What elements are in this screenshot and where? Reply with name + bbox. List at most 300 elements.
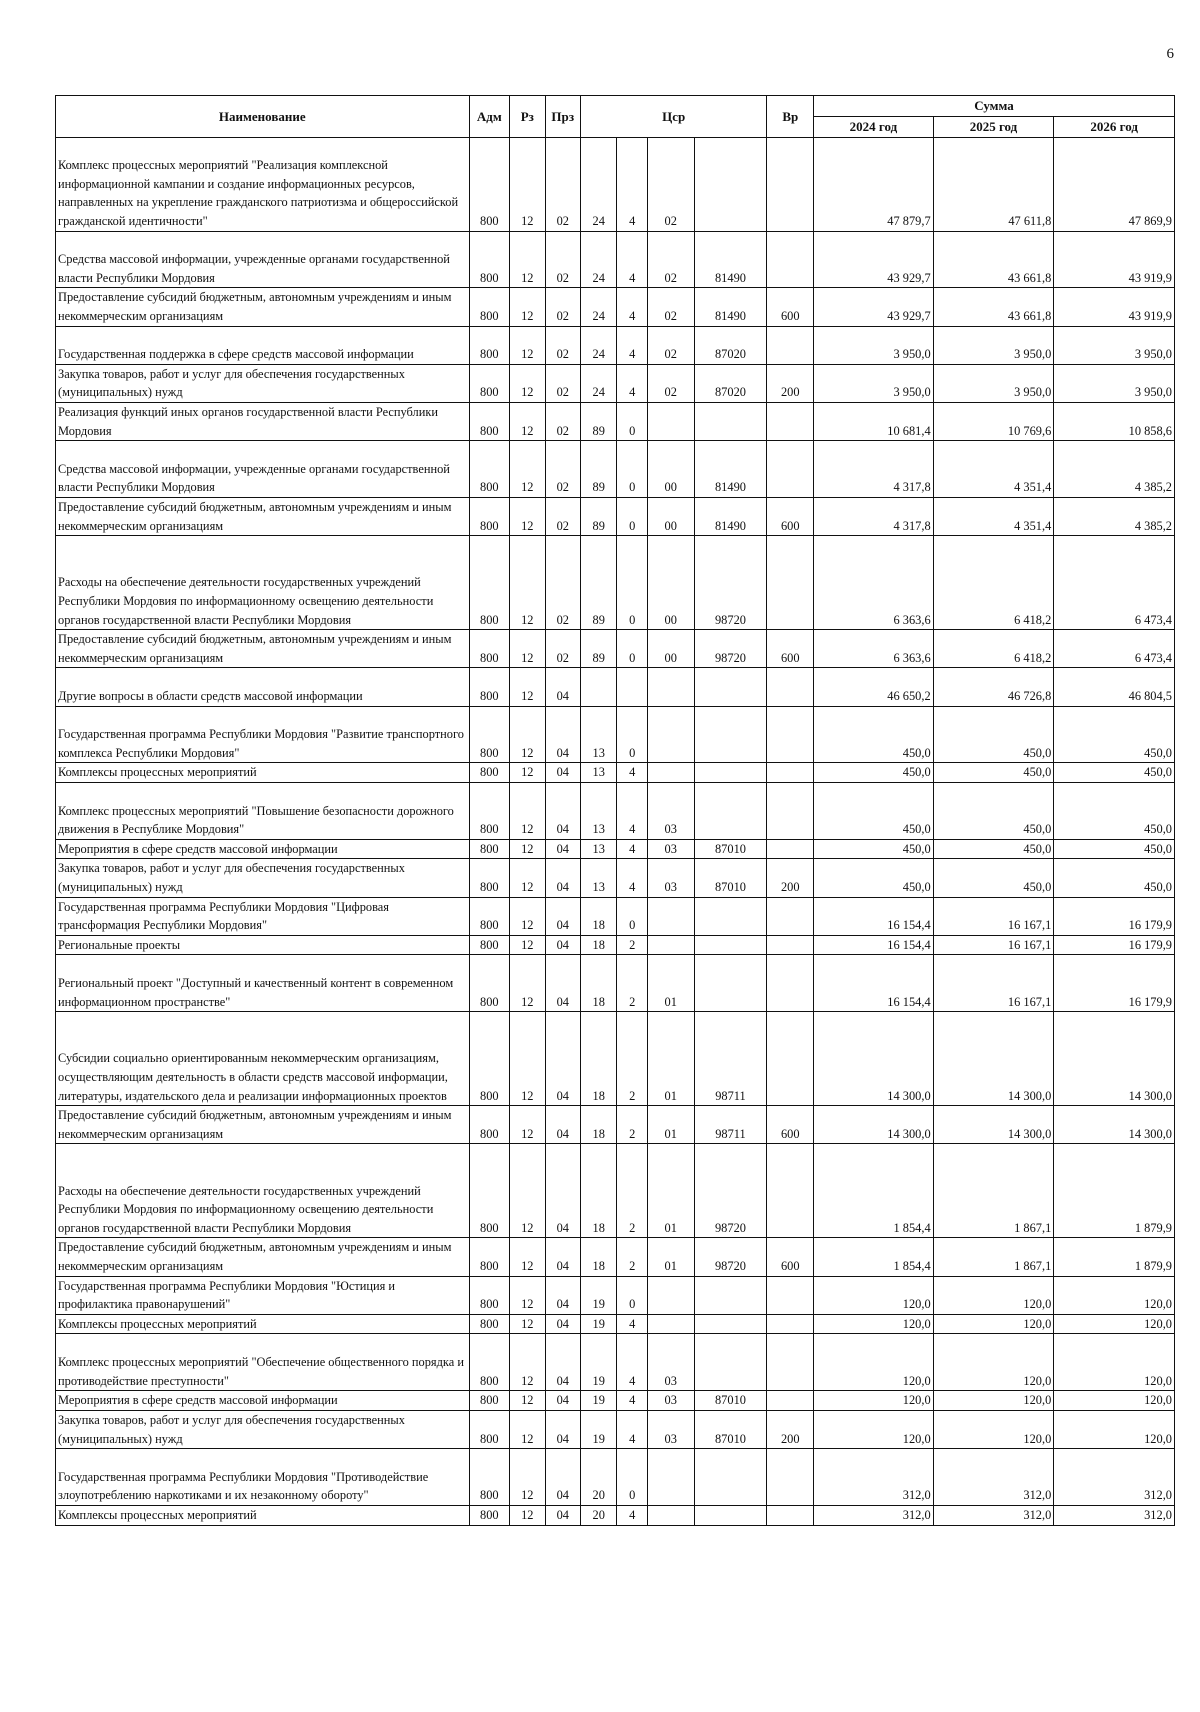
adm-cell: 800 xyxy=(469,668,510,706)
csr-element-cell: 01 xyxy=(647,955,694,1012)
sum-2024-cell: 312,0 xyxy=(814,1505,934,1525)
csr-program-cell: 18 xyxy=(581,897,617,935)
adm-cell: 800 xyxy=(469,1238,510,1276)
adm-cell: 800 xyxy=(469,1314,510,1334)
sum-2024-cell: 450,0 xyxy=(814,763,934,783)
sum-2026-cell: 1 879,9 xyxy=(1054,1144,1175,1238)
sum-2024-cell: 6 363,6 xyxy=(814,630,934,668)
prz-cell: 02 xyxy=(545,497,580,535)
sum-2026-cell: 120,0 xyxy=(1054,1314,1175,1334)
csr-program-cell: 18 xyxy=(581,955,617,1012)
csr-direction-cell xyxy=(694,897,767,935)
prz-cell: 04 xyxy=(545,782,580,839)
csr-direction-cell xyxy=(694,1314,767,1334)
prz-cell: 02 xyxy=(545,364,580,402)
table-row xyxy=(56,402,1175,440)
adm-cell: 800 xyxy=(469,1391,510,1411)
csr-direction-cell xyxy=(694,668,767,706)
rz-cell: 12 xyxy=(510,288,545,326)
vr-cell xyxy=(767,1505,814,1525)
csr-direction-cell: 81490 xyxy=(694,497,767,535)
csr-program-cell: 24 xyxy=(581,288,617,326)
sum-2026-cell: 450,0 xyxy=(1054,782,1175,839)
sum-2024-cell: 4 317,8 xyxy=(814,497,934,535)
csr-direction-cell: 98720 xyxy=(694,536,767,630)
adm-cell: 800 xyxy=(469,536,510,630)
csr-direction-cell xyxy=(694,402,767,440)
csr-element-cell xyxy=(647,1276,694,1314)
prz-cell: 02 xyxy=(545,288,580,326)
csr-direction-cell xyxy=(694,763,767,783)
vr-cell: 600 xyxy=(767,1106,814,1144)
table-row xyxy=(56,1144,1175,1238)
rz-cell: 12 xyxy=(510,1334,545,1391)
csr-element-cell: 00 xyxy=(647,497,694,535)
csr-program-cell: 20 xyxy=(581,1505,617,1525)
csr-element-cell xyxy=(647,897,694,935)
rz-cell: 12 xyxy=(510,326,545,364)
table-row xyxy=(56,839,1175,859)
vr-cell xyxy=(767,137,814,231)
csr-direction-cell xyxy=(694,1449,767,1506)
sum-2026-cell: 16 179,9 xyxy=(1054,955,1175,1012)
sum-2025-cell: 120,0 xyxy=(933,1391,1054,1411)
sum-2025-cell: 450,0 xyxy=(933,839,1054,859)
adm-cell: 800 xyxy=(469,782,510,839)
csr-program-cell: 13 xyxy=(581,859,617,897)
sum-2026-cell: 1 879,9 xyxy=(1054,1238,1175,1276)
prz-cell: 04 xyxy=(545,935,580,955)
csr-program-cell: 89 xyxy=(581,630,617,668)
rz-cell: 12 xyxy=(510,536,545,630)
csr-type-cell: 4 xyxy=(617,839,647,859)
csr-direction-cell xyxy=(694,1334,767,1391)
vr-cell: 200 xyxy=(767,859,814,897)
csr-program-cell: 13 xyxy=(581,839,617,859)
vr-cell xyxy=(767,706,814,763)
csr-direction-cell: 98711 xyxy=(694,1012,767,1106)
csr-element-cell: 00 xyxy=(647,536,694,630)
csr-program-cell: 24 xyxy=(581,137,617,231)
sum-2026-cell: 4 385,2 xyxy=(1054,497,1175,535)
sum-2026-cell: 6 473,4 xyxy=(1054,630,1175,668)
table-row xyxy=(56,1276,1175,1314)
prz-cell: 02 xyxy=(545,137,580,231)
csr-type-cell: 4 xyxy=(617,1505,647,1525)
csr-type-cell xyxy=(617,668,647,706)
sum-2026-cell: 16 179,9 xyxy=(1054,935,1175,955)
table-row xyxy=(56,1238,1175,1276)
rz-cell: 12 xyxy=(510,402,545,440)
adm-cell: 800 xyxy=(469,1106,510,1144)
sum-2026-cell: 4 385,2 xyxy=(1054,441,1175,498)
csr-type-cell: 4 xyxy=(617,137,647,231)
row-name-cell: Комплексы процессных мероприятий xyxy=(56,763,470,783)
table-row xyxy=(56,441,1175,498)
rz-cell: 12 xyxy=(510,1144,545,1238)
prz-cell: 02 xyxy=(545,630,580,668)
sum-2025-cell: 1 867,1 xyxy=(933,1238,1054,1276)
vr-cell xyxy=(767,782,814,839)
vr-cell xyxy=(767,1391,814,1411)
csr-program-cell: 24 xyxy=(581,231,617,288)
adm-cell: 800 xyxy=(469,897,510,935)
sum-2025-cell: 46 726,8 xyxy=(933,668,1054,706)
csr-program-cell: 13 xyxy=(581,706,617,763)
sum-2026-cell: 450,0 xyxy=(1054,763,1175,783)
vr-cell xyxy=(767,668,814,706)
sum-2024-cell: 312,0 xyxy=(814,1449,934,1506)
table-row xyxy=(56,1012,1175,1106)
sum-2024-cell: 3 950,0 xyxy=(814,326,934,364)
sum-2026-cell: 312,0 xyxy=(1054,1449,1175,1506)
csr-direction-cell: 87010 xyxy=(694,839,767,859)
table-row xyxy=(56,935,1175,955)
csr-element-cell: 02 xyxy=(647,326,694,364)
csr-direction-cell xyxy=(694,137,767,231)
adm-cell: 800 xyxy=(469,1505,510,1525)
table-row xyxy=(56,763,1175,783)
sum-2025-cell: 14 300,0 xyxy=(933,1012,1054,1106)
adm-cell: 800 xyxy=(469,364,510,402)
sum-2024-cell: 43 929,7 xyxy=(814,288,934,326)
prz-cell: 04 xyxy=(545,1144,580,1238)
rz-cell: 12 xyxy=(510,441,545,498)
table-row xyxy=(56,1106,1175,1144)
vr-cell xyxy=(767,1449,814,1506)
header-adm: Адм xyxy=(469,96,510,138)
table-row xyxy=(56,364,1175,402)
vr-cell xyxy=(767,326,814,364)
sum-2026-cell: 120,0 xyxy=(1054,1410,1175,1448)
table-row xyxy=(56,231,1175,288)
prz-cell: 04 xyxy=(545,1334,580,1391)
sum-2024-cell: 14 300,0 xyxy=(814,1012,934,1106)
adm-cell: 800 xyxy=(469,137,510,231)
prz-cell: 04 xyxy=(545,763,580,783)
csr-program-cell: 89 xyxy=(581,497,617,535)
csr-type-cell: 2 xyxy=(617,955,647,1012)
row-name-cell: Предоставление субсидий бюджетным, автономным учреждениям и иным некоммерческим организациям xyxy=(56,497,470,535)
rz-cell: 12 xyxy=(510,1449,545,1506)
table-row xyxy=(56,1391,1175,1411)
csr-element-cell xyxy=(647,706,694,763)
csr-type-cell: 2 xyxy=(617,935,647,955)
row-name-cell: Закупка товаров, работ и услуг для обеспечения государственных (муниципальных) нужд xyxy=(56,364,470,402)
csr-program-cell: 89 xyxy=(581,402,617,440)
sum-2024-cell: 450,0 xyxy=(814,839,934,859)
csr-element-cell: 02 xyxy=(647,364,694,402)
csr-direction-cell: 98720 xyxy=(694,1238,767,1276)
csr-program-cell: 18 xyxy=(581,1106,617,1144)
csr-element-cell xyxy=(647,1314,694,1334)
table-row xyxy=(56,1410,1175,1448)
row-name-cell: Субсидии социально ориентированным некоммерческим организациям, осуществляющим деятельность в области средств массовой информации, литературы, издательского дела и реализации информационных проектов xyxy=(56,1012,470,1106)
adm-cell: 800 xyxy=(469,859,510,897)
sum-2026-cell: 120,0 xyxy=(1054,1334,1175,1391)
table-row xyxy=(56,630,1175,668)
table-row xyxy=(56,326,1175,364)
sum-2026-cell: 450,0 xyxy=(1054,859,1175,897)
row-name-cell: Мероприятия в сфере средств массовой информации xyxy=(56,1391,470,1411)
csr-direction-cell: 81490 xyxy=(694,231,767,288)
rz-cell: 12 xyxy=(510,897,545,935)
row-name-cell: Закупка товаров, работ и услуг для обеспечения государственных (муниципальных) нужд xyxy=(56,1410,470,1448)
row-name-cell: Комплексы процессных мероприятий xyxy=(56,1505,470,1525)
sum-2025-cell: 3 950,0 xyxy=(933,364,1054,402)
rz-cell: 12 xyxy=(510,1505,545,1525)
table-header xyxy=(56,96,1175,138)
vr-cell xyxy=(767,402,814,440)
row-name-cell: Реализация функций иных органов государственной власти Республики Мордовия xyxy=(56,402,470,440)
row-name-cell: Закупка товаров, работ и услуг для обеспечения государственных (муниципальных) нужд xyxy=(56,859,470,897)
sum-2024-cell: 43 929,7 xyxy=(814,231,934,288)
csr-direction-cell: 87020 xyxy=(694,326,767,364)
rz-cell: 12 xyxy=(510,955,545,1012)
rz-cell: 12 xyxy=(510,630,545,668)
adm-cell: 800 xyxy=(469,630,510,668)
sum-2024-cell: 47 879,7 xyxy=(814,137,934,231)
csr-type-cell: 0 xyxy=(617,706,647,763)
sum-2024-cell: 1 854,4 xyxy=(814,1238,934,1276)
sum-2025-cell: 120,0 xyxy=(933,1410,1054,1448)
sum-2025-cell: 3 950,0 xyxy=(933,326,1054,364)
rz-cell: 12 xyxy=(510,935,545,955)
sum-2026-cell: 43 919,9 xyxy=(1054,231,1175,288)
table-row xyxy=(56,497,1175,535)
header-name: Наименование xyxy=(56,96,470,138)
csr-type-cell: 0 xyxy=(617,630,647,668)
sum-2025-cell: 120,0 xyxy=(933,1314,1054,1334)
sum-2024-cell: 120,0 xyxy=(814,1334,934,1391)
sum-2025-cell: 4 351,4 xyxy=(933,497,1054,535)
adm-cell: 800 xyxy=(469,1449,510,1506)
csr-direction-cell: 98720 xyxy=(694,1144,767,1238)
vr-cell xyxy=(767,441,814,498)
table-row xyxy=(56,1505,1175,1525)
csr-program-cell: 13 xyxy=(581,763,617,783)
adm-cell: 800 xyxy=(469,231,510,288)
csr-program-cell: 18 xyxy=(581,1238,617,1276)
csr-type-cell: 4 xyxy=(617,1314,647,1334)
csr-type-cell: 4 xyxy=(617,288,647,326)
sum-2024-cell: 16 154,4 xyxy=(814,955,934,1012)
rz-cell: 12 xyxy=(510,1276,545,1314)
rz-cell: 12 xyxy=(510,364,545,402)
row-name-cell: Комплекс процессных мероприятий "Повышение безопасности дорожного движения в Республике Мордовия" xyxy=(56,782,470,839)
csr-program-cell: 18 xyxy=(581,935,617,955)
sum-2025-cell: 4 351,4 xyxy=(933,441,1054,498)
row-name-cell: Государственная программа Республики Мордовия "Развитие транспортного комплекса Республики Мордовия" xyxy=(56,706,470,763)
csr-program-cell: 18 xyxy=(581,1144,617,1238)
prz-cell: 02 xyxy=(545,402,580,440)
rz-cell: 12 xyxy=(510,782,545,839)
table-row xyxy=(56,1334,1175,1391)
rz-cell: 12 xyxy=(510,1391,545,1411)
table-row xyxy=(56,1314,1175,1334)
csr-type-cell: 0 xyxy=(617,497,647,535)
rz-cell: 12 xyxy=(510,137,545,231)
prz-cell: 04 xyxy=(545,955,580,1012)
vr-cell: 200 xyxy=(767,364,814,402)
csr-type-cell: 0 xyxy=(617,441,647,498)
sum-2026-cell: 6 473,4 xyxy=(1054,536,1175,630)
sum-2024-cell: 16 154,4 xyxy=(814,935,934,955)
rz-cell: 12 xyxy=(510,1238,545,1276)
sum-2024-cell: 120,0 xyxy=(814,1314,934,1334)
adm-cell: 800 xyxy=(469,497,510,535)
sum-2025-cell: 43 661,8 xyxy=(933,231,1054,288)
rz-cell: 12 xyxy=(510,497,545,535)
adm-cell: 800 xyxy=(469,1276,510,1314)
sum-2026-cell: 47 869,9 xyxy=(1054,137,1175,231)
row-name-cell: Региональный проект "Доступный и качественный контент в современном информационном пространстве" xyxy=(56,955,470,1012)
sum-2025-cell: 16 167,1 xyxy=(933,955,1054,1012)
csr-element-cell xyxy=(647,668,694,706)
csr-element-cell: 03 xyxy=(647,859,694,897)
csr-direction-cell: 87010 xyxy=(694,1410,767,1448)
row-name-cell: Комплекс процессных мероприятий "Реализация комплексной информационной кампании и создание информационных ресурсов, направленных на укрепление гражданского патриотизма и общероссийской гражданской идентичности" xyxy=(56,137,470,231)
vr-cell xyxy=(767,1144,814,1238)
table-row xyxy=(56,288,1175,326)
csr-element-cell: 02 xyxy=(647,137,694,231)
prz-cell: 04 xyxy=(545,1106,580,1144)
prz-cell: 04 xyxy=(545,1314,580,1334)
adm-cell: 800 xyxy=(469,1012,510,1106)
sum-2024-cell: 3 950,0 xyxy=(814,364,934,402)
csr-direction-cell: 87010 xyxy=(694,859,767,897)
page-number: 6 xyxy=(1166,46,1174,62)
csr-type-cell: 4 xyxy=(617,231,647,288)
sum-2026-cell: 3 950,0 xyxy=(1054,326,1175,364)
sum-2025-cell: 16 167,1 xyxy=(933,935,1054,955)
csr-program-cell: 19 xyxy=(581,1334,617,1391)
adm-cell: 800 xyxy=(469,839,510,859)
csr-type-cell: 2 xyxy=(617,1106,647,1144)
vr-cell xyxy=(767,935,814,955)
csr-type-cell: 2 xyxy=(617,1238,647,1276)
sum-2025-cell: 450,0 xyxy=(933,763,1054,783)
table-row xyxy=(56,706,1175,763)
rz-cell: 12 xyxy=(510,839,545,859)
prz-cell: 04 xyxy=(545,839,580,859)
csr-element-cell xyxy=(647,935,694,955)
csr-element-cell xyxy=(647,763,694,783)
row-name-cell: Государственная поддержка в сфере средств массовой информации xyxy=(56,326,470,364)
csr-program-cell: 18 xyxy=(581,1012,617,1106)
row-name-cell: Государственная программа Республики Мордовия "Цифровая трансформация Республики Мордовия" xyxy=(56,897,470,935)
header-year-2026: 2026 год xyxy=(1054,116,1175,137)
sum-2025-cell: 120,0 xyxy=(933,1334,1054,1391)
table-row xyxy=(56,859,1175,897)
csr-element-cell: 03 xyxy=(647,1334,694,1391)
sum-2026-cell: 450,0 xyxy=(1054,706,1175,763)
rz-cell: 12 xyxy=(510,1012,545,1106)
sum-2026-cell: 43 919,9 xyxy=(1054,288,1175,326)
sum-2025-cell: 14 300,0 xyxy=(933,1106,1054,1144)
prz-cell: 04 xyxy=(545,897,580,935)
csr-type-cell: 0 xyxy=(617,1276,647,1314)
prz-cell: 02 xyxy=(545,441,580,498)
vr-cell xyxy=(767,839,814,859)
adm-cell: 800 xyxy=(469,706,510,763)
row-name-cell: Комплекс процессных мероприятий "Обеспечение общественного порядка и противодействие преступности" xyxy=(56,1334,470,1391)
sum-2026-cell: 3 950,0 xyxy=(1054,364,1175,402)
csr-direction-cell xyxy=(694,935,767,955)
header-rz: Рз xyxy=(510,96,545,138)
csr-direction-cell: 81490 xyxy=(694,441,767,498)
table-row xyxy=(56,668,1175,706)
row-name-cell: Государственная программа Республики Мордовия "Юстиция и профилактика правонарушений" xyxy=(56,1276,470,1314)
row-name-cell: Средства массовой информации, учрежденные органами государственной власти Республики Мордовия xyxy=(56,231,470,288)
csr-element-cell: 01 xyxy=(647,1144,694,1238)
sum-2025-cell: 450,0 xyxy=(933,706,1054,763)
row-name-cell: Предоставление субсидий бюджетным, автономным учреждениям и иным некоммерческим организациям xyxy=(56,1238,470,1276)
csr-element-cell: 00 xyxy=(647,441,694,498)
csr-direction-cell: 87010 xyxy=(694,1391,767,1411)
prz-cell: 04 xyxy=(545,1391,580,1411)
sum-2026-cell: 120,0 xyxy=(1054,1276,1175,1314)
sum-2025-cell: 312,0 xyxy=(933,1449,1054,1506)
sum-2026-cell: 16 179,9 xyxy=(1054,897,1175,935)
sum-2024-cell: 16 154,4 xyxy=(814,897,934,935)
sum-2024-cell: 120,0 xyxy=(814,1410,934,1448)
csr-direction-cell: 81490 xyxy=(694,288,767,326)
sum-2024-cell: 10 681,4 xyxy=(814,402,934,440)
sum-2024-cell: 6 363,6 xyxy=(814,536,934,630)
sum-2025-cell: 450,0 xyxy=(933,859,1054,897)
csr-program-cell: 89 xyxy=(581,441,617,498)
vr-cell: 600 xyxy=(767,630,814,668)
rz-cell: 12 xyxy=(510,1106,545,1144)
rz-cell: 12 xyxy=(510,706,545,763)
row-name-cell: Государственная программа Республики Мордовия "Противодействие злоупотреблению наркотиками и их незаконному обороту" xyxy=(56,1449,470,1506)
vr-cell xyxy=(767,231,814,288)
csr-type-cell: 4 xyxy=(617,364,647,402)
adm-cell: 800 xyxy=(469,326,510,364)
row-name-cell: Средства массовой информации, учрежденные органами государственной власти Республики Мордовия xyxy=(56,441,470,498)
csr-program-cell xyxy=(581,668,617,706)
csr-direction-cell: 98711 xyxy=(694,1106,767,1144)
sum-2026-cell: 14 300,0 xyxy=(1054,1106,1175,1144)
sum-2024-cell: 450,0 xyxy=(814,859,934,897)
csr-direction-cell xyxy=(694,1505,767,1525)
table-body xyxy=(56,137,1175,1525)
table-row xyxy=(56,955,1175,1012)
csr-direction-cell: 98720 xyxy=(694,630,767,668)
row-name-cell: Предоставление субсидий бюджетным, автономным учреждениям и иным некоммерческим организациям xyxy=(56,1106,470,1144)
sum-2025-cell: 10 769,6 xyxy=(933,402,1054,440)
sum-2024-cell: 1 854,4 xyxy=(814,1144,934,1238)
csr-program-cell: 19 xyxy=(581,1391,617,1411)
prz-cell: 04 xyxy=(545,859,580,897)
csr-element-cell: 01 xyxy=(647,1012,694,1106)
csr-direction-cell xyxy=(694,706,767,763)
csr-type-cell: 2 xyxy=(617,1012,647,1106)
rz-cell: 12 xyxy=(510,1314,545,1334)
sum-2025-cell: 312,0 xyxy=(933,1505,1054,1525)
csr-direction-cell xyxy=(694,955,767,1012)
sum-2025-cell: 1 867,1 xyxy=(933,1144,1054,1238)
csr-type-cell: 0 xyxy=(617,897,647,935)
csr-type-cell: 4 xyxy=(617,782,647,839)
csr-direction-cell xyxy=(694,782,767,839)
vr-cell xyxy=(767,955,814,1012)
csr-type-cell: 0 xyxy=(617,402,647,440)
sum-2026-cell: 14 300,0 xyxy=(1054,1012,1175,1106)
csr-element-cell: 01 xyxy=(647,1106,694,1144)
sum-2026-cell: 10 858,6 xyxy=(1054,402,1175,440)
